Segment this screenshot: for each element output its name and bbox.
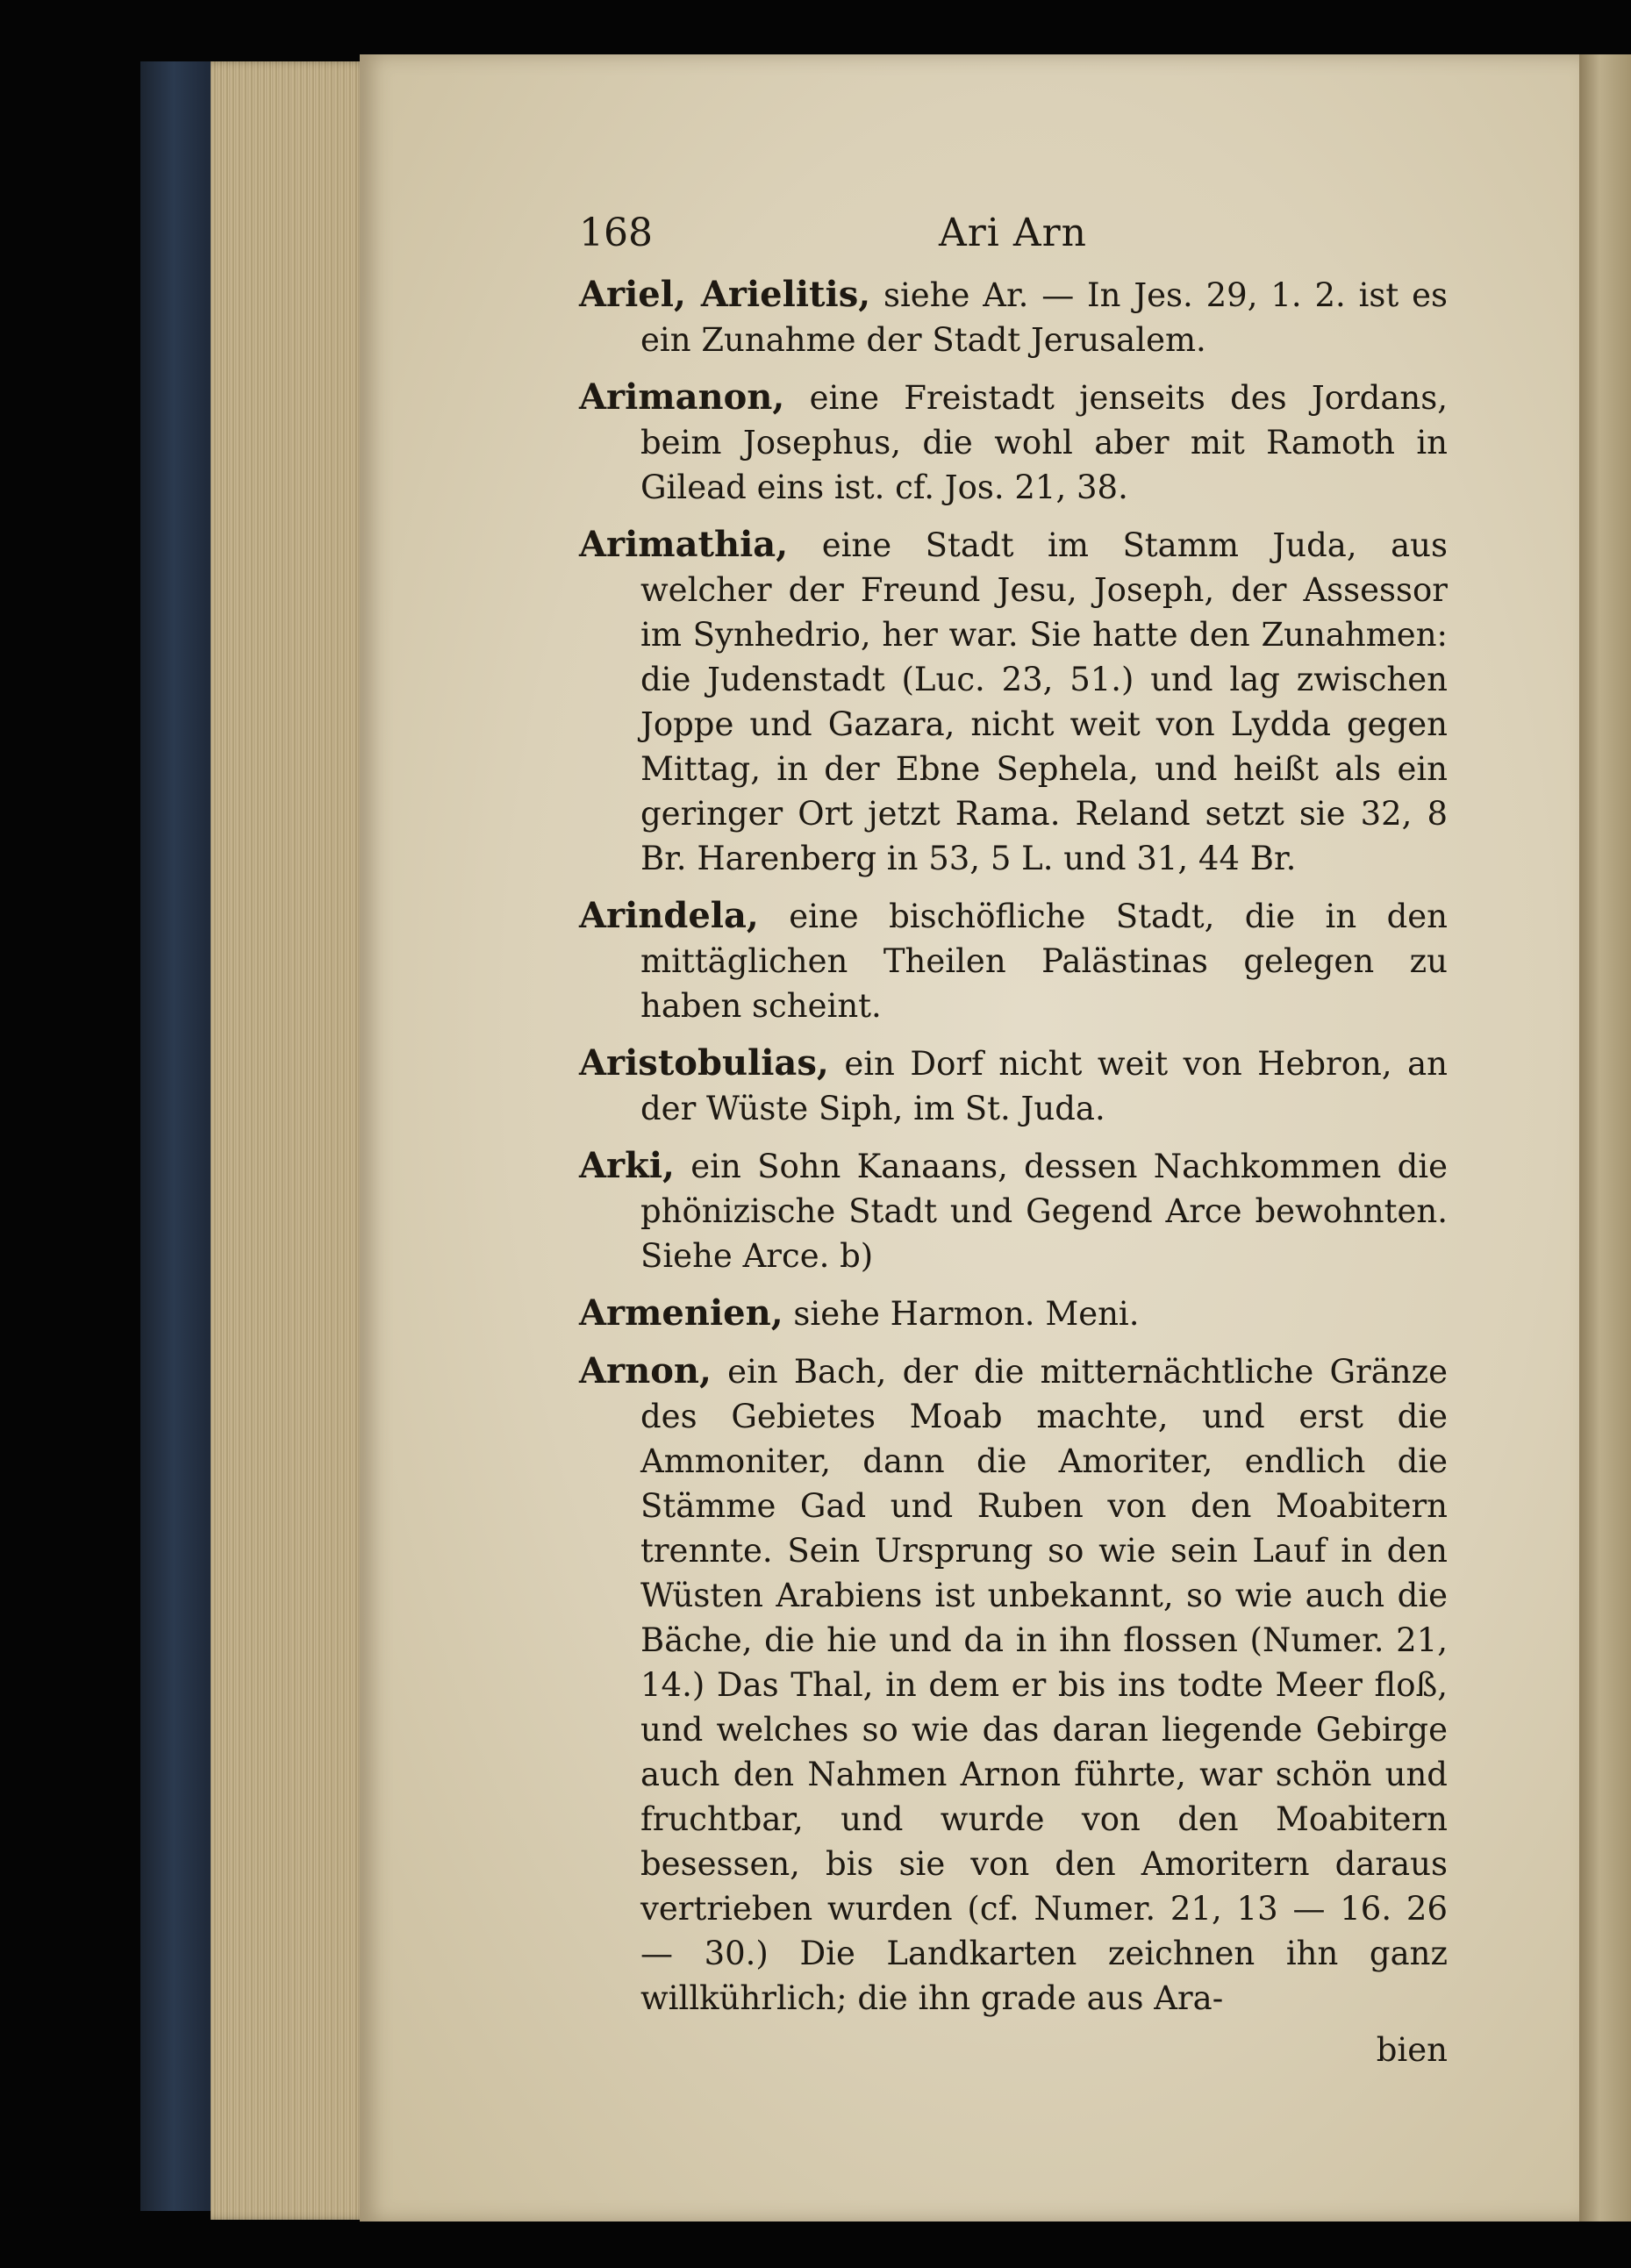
entry-text: eine Stadt im Stamm Juda, aus welcher der Freund Jesu, Joseph, der Assessor im Synhedrio, her war. Sie hatte den Zunahmen: die Judenstadt (Luc. 23, 51.) und lag zwischen Joppe und Gazara, nicht weit von Lydda gegen Mittag, in der Ebne Sephela, und heißt als ein geringer Ort jetzt Rama. Reland setzt sie 32, 8 Br. Harenberg in 53, 5 L. und 31, 44 Br. [640, 526, 1449, 877]
running-head-words: Ari Arn [939, 211, 1088, 255]
entry-text: eine bischöfliche Stadt, die in den mittäglichen Theilen Palästinas gelegen zu haben scheint. [640, 898, 1448, 1025]
running-head [579, 211, 1448, 272]
entry-term: Ariel, Arielitis, [579, 274, 871, 315]
dictionary-entry [579, 522, 1448, 881]
entry-text: siehe Harmon. Meni. [793, 1295, 1140, 1333]
entry-text: ein Dorf nicht weit von Hebron, an der Wüste Siph, im St. Juda. [640, 1045, 1448, 1127]
dictionary-entry [579, 1041, 1448, 1131]
entry-text: siehe Ar. — In Jes. 29, 1. 2. ist es ein Zunahme der Stadt Jerusalem. [640, 276, 1449, 359]
dictionary-entry [579, 272, 1448, 362]
entry-text: ein Bach, der die mitternächtliche Gränze des Gebietes Moab machte, und erst die Ammoniter, dann die Amoriter, endlich die Stämme Gad und Ruben von den Moabitern trennte. Sein Ursprung so wie sein Lauf in den Wüsten Arabiens ist unbekannt, so wie auch die Bäche, die hie und da in ihn flossen (Numer. 21, 14.) Das Thal, in dem er bis ins todte Meer floß, und welches so wie das daran liegende Gebirge auch den Nahmen Arnon führte, war schön und fruchtbar, und wurde von den Moabitern besessen, bis sie von den Amoritern daraus vertrieben wurden (cf. Numer. 21, 13 — 16. 26 — 30.) Die Landkarten zeichnen ihn ganz willkührlich; die ihn grade aus Ara- [640, 1353, 1448, 2017]
dictionary-entry [579, 1291, 1448, 1336]
catchword: bien [1376, 2031, 1448, 2069]
dictionary-entry [579, 375, 1448, 510]
entry-term: Arnon, [579, 1350, 712, 1392]
page-edges [211, 61, 368, 2220]
entry-term: Arki, [579, 1145, 675, 1186]
entry-term: Aristobulias, [579, 1042, 829, 1084]
entry-text: eine Freistadt jenseits des Jordans, beim Josephus, die wohl aber mit Ramoth in Gilead eins ist. cf. Jos. 21, 38. [640, 379, 1448, 506]
dictionary-entry [579, 1143, 1448, 1278]
entry-term: Armenien, [579, 1292, 783, 1334]
facing-page-edge [1579, 54, 1631, 2221]
page-text [579, 211, 1448, 2072]
entry-text: ein Sohn Kanaans, dessen Nachkommen die phönizische Stadt und Gegend Arce bewohnten. Siehe Arce. b) [640, 1148, 1449, 1275]
entry-term: Arimanon, [579, 376, 785, 418]
entry-term: Arindela, [579, 895, 759, 936]
entry-term: Arimathia, [579, 524, 789, 565]
page-number: 168 [579, 211, 653, 255]
dictionary-entry [579, 1349, 1448, 2021]
dictionary-entry [579, 893, 1448, 1028]
